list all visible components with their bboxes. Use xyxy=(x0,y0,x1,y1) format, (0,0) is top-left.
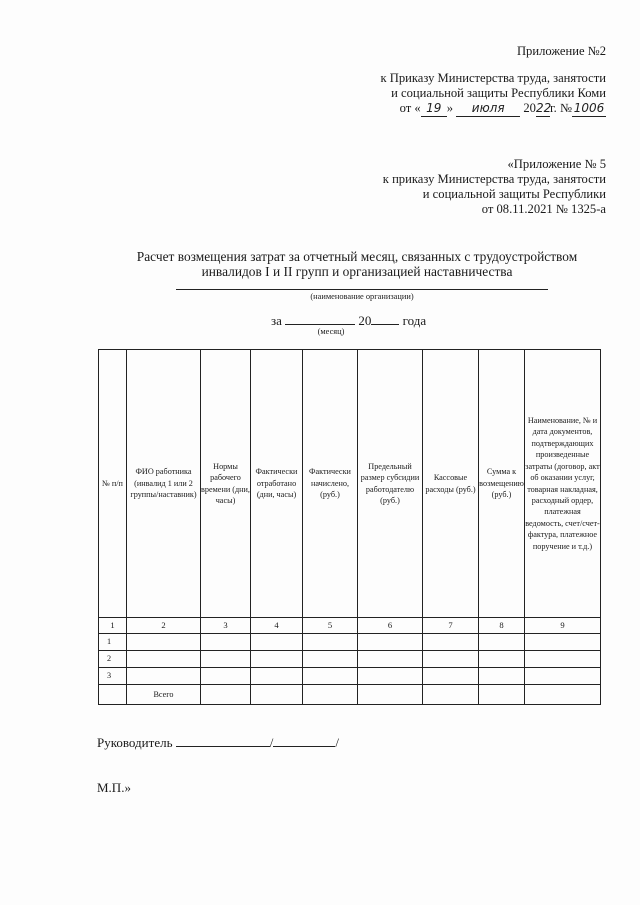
order-line-2: и социальной защиты Республики Коми xyxy=(391,86,606,100)
period-year-field xyxy=(371,312,399,325)
header-cell-norms: Нормы рабочего времени (дни, часы) xyxy=(201,350,251,618)
signature-sep-2: / xyxy=(335,735,339,750)
header-cell-cash: Кассовые расходы (руб.) xyxy=(423,350,479,618)
column-number: 8 xyxy=(479,618,525,634)
name-field xyxy=(273,734,335,747)
number-prefix: г. № xyxy=(549,101,572,115)
header-cell-accrued: Фактически начислено, (руб.) xyxy=(303,350,358,618)
header-row xyxy=(99,350,601,618)
organization-caption: (наименование организации) xyxy=(310,292,414,301)
row-number: 2 xyxy=(99,651,127,668)
column-number: 5 xyxy=(303,618,358,634)
period-month-field xyxy=(285,312,355,325)
date-year: 22 xyxy=(535,101,552,115)
header-cell-name: ФИО работника (инвалид 1 или 2 группы/наставник) xyxy=(127,350,201,618)
old-order-line-1: к приказу Министерства труда, занятости xyxy=(382,172,606,186)
stamp-label: М.П.» xyxy=(97,780,131,795)
order-number: 1006 xyxy=(573,101,605,115)
date-prefix: от « xyxy=(399,101,421,115)
document-title-line-2: инвалидов I и II групп и организацией наставничества xyxy=(201,264,513,279)
column-number: 6 xyxy=(358,618,423,634)
header-cell-documents: Наименование, № и дата документов, подтверждающих произведенные затраты (договор, акт об оказании услуг, товарная накладная, расходный ордер, платежная ведомость, счет/счет-фактура, платежное поручение и т.д.) xyxy=(525,350,601,618)
date-month: июля xyxy=(456,101,520,117)
row-number: 3 xyxy=(99,668,127,685)
table-row xyxy=(99,668,601,685)
signature-field xyxy=(176,734,270,747)
signature-sep-1: / xyxy=(269,735,274,750)
column-number: 4 xyxy=(251,618,303,634)
old-order-line-2: и социальной защиты Республики xyxy=(422,187,606,201)
date-day: 19 xyxy=(421,101,447,117)
column-number: 2 xyxy=(127,618,201,634)
column-number: 1 xyxy=(99,618,127,634)
column-number-row xyxy=(99,618,601,634)
date-year-prefix: 20 xyxy=(523,101,536,115)
total-label: Всего xyxy=(127,685,201,705)
column-number: 9 xyxy=(525,618,601,634)
header-cell-limit: Предельный размер субсидии работодателю (руб.) xyxy=(358,350,423,618)
table-row xyxy=(99,651,601,668)
signature-line xyxy=(97,734,339,751)
column-number: 7 xyxy=(423,618,479,634)
header-cell-worked: Фактически отработано (дни, часы) xyxy=(251,350,303,618)
date-sep: » xyxy=(446,101,454,115)
expense-table xyxy=(98,349,601,705)
row-number: 1 xyxy=(99,634,127,651)
total-row xyxy=(99,685,601,705)
header-cell-reimbursement: Сумма к возмещению (руб.) xyxy=(479,350,525,618)
order-line-1: к Приказу Министерства труда, занятости xyxy=(380,71,606,85)
order-date-line xyxy=(400,101,606,117)
period-goda: года xyxy=(402,313,427,328)
period-za: за xyxy=(271,313,282,328)
period-year-prefix: 20 xyxy=(358,313,372,328)
document-title-line-1: Расчет возмещения затрат за отчетный месяц, связанных с трудоустройством xyxy=(136,249,578,264)
month-caption: (месяц) xyxy=(317,327,345,336)
appendix-title: Приложение №2 xyxy=(516,44,606,58)
header-cell-number: № п/п xyxy=(99,350,127,618)
organization-name-field xyxy=(176,289,548,290)
head-label: Руководитель xyxy=(97,735,173,750)
table-row xyxy=(99,634,601,651)
column-number: 3 xyxy=(201,618,251,634)
old-appendix-title: «Приложение № 5 xyxy=(507,157,606,171)
old-order-line-3: от 08.11.2021 № 1325-а xyxy=(481,202,606,216)
